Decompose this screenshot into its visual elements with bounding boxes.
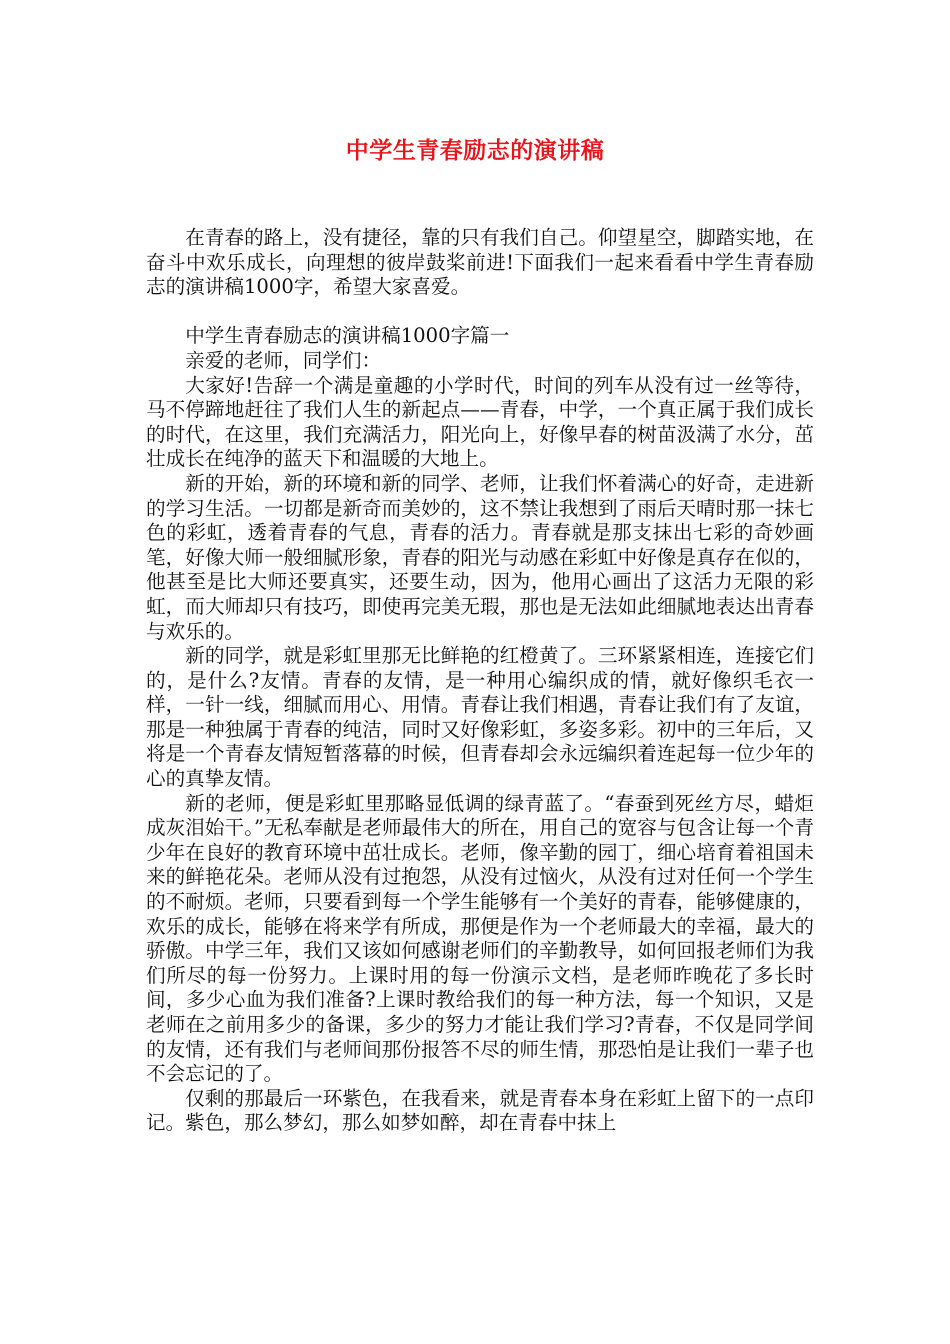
section-heading: 中学生青春励志的演讲稿1000字篇一 [185, 324, 510, 348]
body-paragraph: 新的同学，就是彩虹里那无比鲜艳的红橙黄了。三环紧紧相连，连接它们的，是什么?友情。青春的友情，是一种用心编织成的情，就好像织毛衣一样，一针一线，细腻而用心、用情。青春让我们相遇，青春让我们有了友谊，那是一种独属于青春的纯洁，同时又好像彩虹，多姿多彩。初中的三年后，又将是一个青春友情短暂落幕的时候，但青春却会永远编织着连起每一位少年的心的真挚友情。 [146, 644, 814, 791]
document-title: 中学生青春励志的演讲稿 [345, 138, 605, 164]
intro-paragraph: 在青春的路上，没有捷径，靠的只有我们自己。仰望星空，脚踏实地，在奋斗中欢乐成长，向理想的彼岸鼓桨前进!下面我们一起来看看中学生青春励志的演讲稿1000字，希望大家喜爱。 [146, 226, 814, 299]
body-paragraph: 大家好!告辞一个满是童趣的小学时代，时间的列车从没有过一丝等待，马不停蹄地赶往了我们人生的新起点——青春，中学，一个真正属于我们成长的时代，在这里，我们充满活力，阳光向上，好像早春的树苗汲满了水分，茁壮成长在纯净的蓝天下和温暖的大地上。 [146, 373, 814, 471]
body-paragraph: 仅剩的那最后一环紫色，在我看来，就是青春本身在彩虹上留下的一点印记。紫色，那么梦幻，那么如梦如醉，却在青春中抹上 [146, 1086, 814, 1135]
body-paragraph: 新的老师，便是彩虹里那略显低调的绿青蓝了。“春蚕到死丝方尽，蜡炬成灰泪始干。”无私奉献是老师最伟大的所在，用自己的宽容与包含让每一个青少年在良好的教育环境中茁壮成长。老师，像辛勤的园丁，细心培育着祖国未来的鲜艳花朵。老师从没有过抱怨，从没有过恼火，从没有过对任何一个学生的不耐烦。老师，只要看到每一个学生能够有一个美好的青春，能够健康的，欢乐的成长，能够在将来学有所成，那便是作为一个老师最大的幸福，最大的骄傲。中学三年，我们又该如何感谢老师们的辛勤教导，如何回报老师们为我们所尽的每一份努力。上课时用的每一份演示文档，是老师昨晚花了多长时间，多少心血为我们准备?上课时教给我们的每一种方法，每一个知识，又是老师在之前用多少的备课，多少的努力才能让我们学习?青春，不仅是同学间的友情，还有我们与老师间那份报答不尽的师生情，那恐怕是让我们一辈子也不会忘记的了。 [146, 791, 814, 1086]
body-paragraph: 新的开始，新的环境和新的同学、老师，让我们怀着满心的好奇，走进新的学习生活。一切都是新奇而美妙的，这不禁让我想到了雨后天晴时那一抹七色的彩虹，透着青春的气息，青春的活力。青春就是那支抹出七彩的奇妙画笔，好像大师一般细腻形象，青春的阳光与动感在彩虹中好像是真存在似的，他甚至是比大师还要真实，还要生动，因为，他用心画出了这活力无限的彩虹，而大师却只有技巧，即使再完美无瑕，那也是无法如此细腻地表达出青春与欢乐的。 [146, 471, 814, 643]
salutation: 亲爱的老师，同学们： [185, 348, 382, 372]
paragraph-spacer [146, 300, 814, 325]
document-body [146, 226, 814, 1136]
